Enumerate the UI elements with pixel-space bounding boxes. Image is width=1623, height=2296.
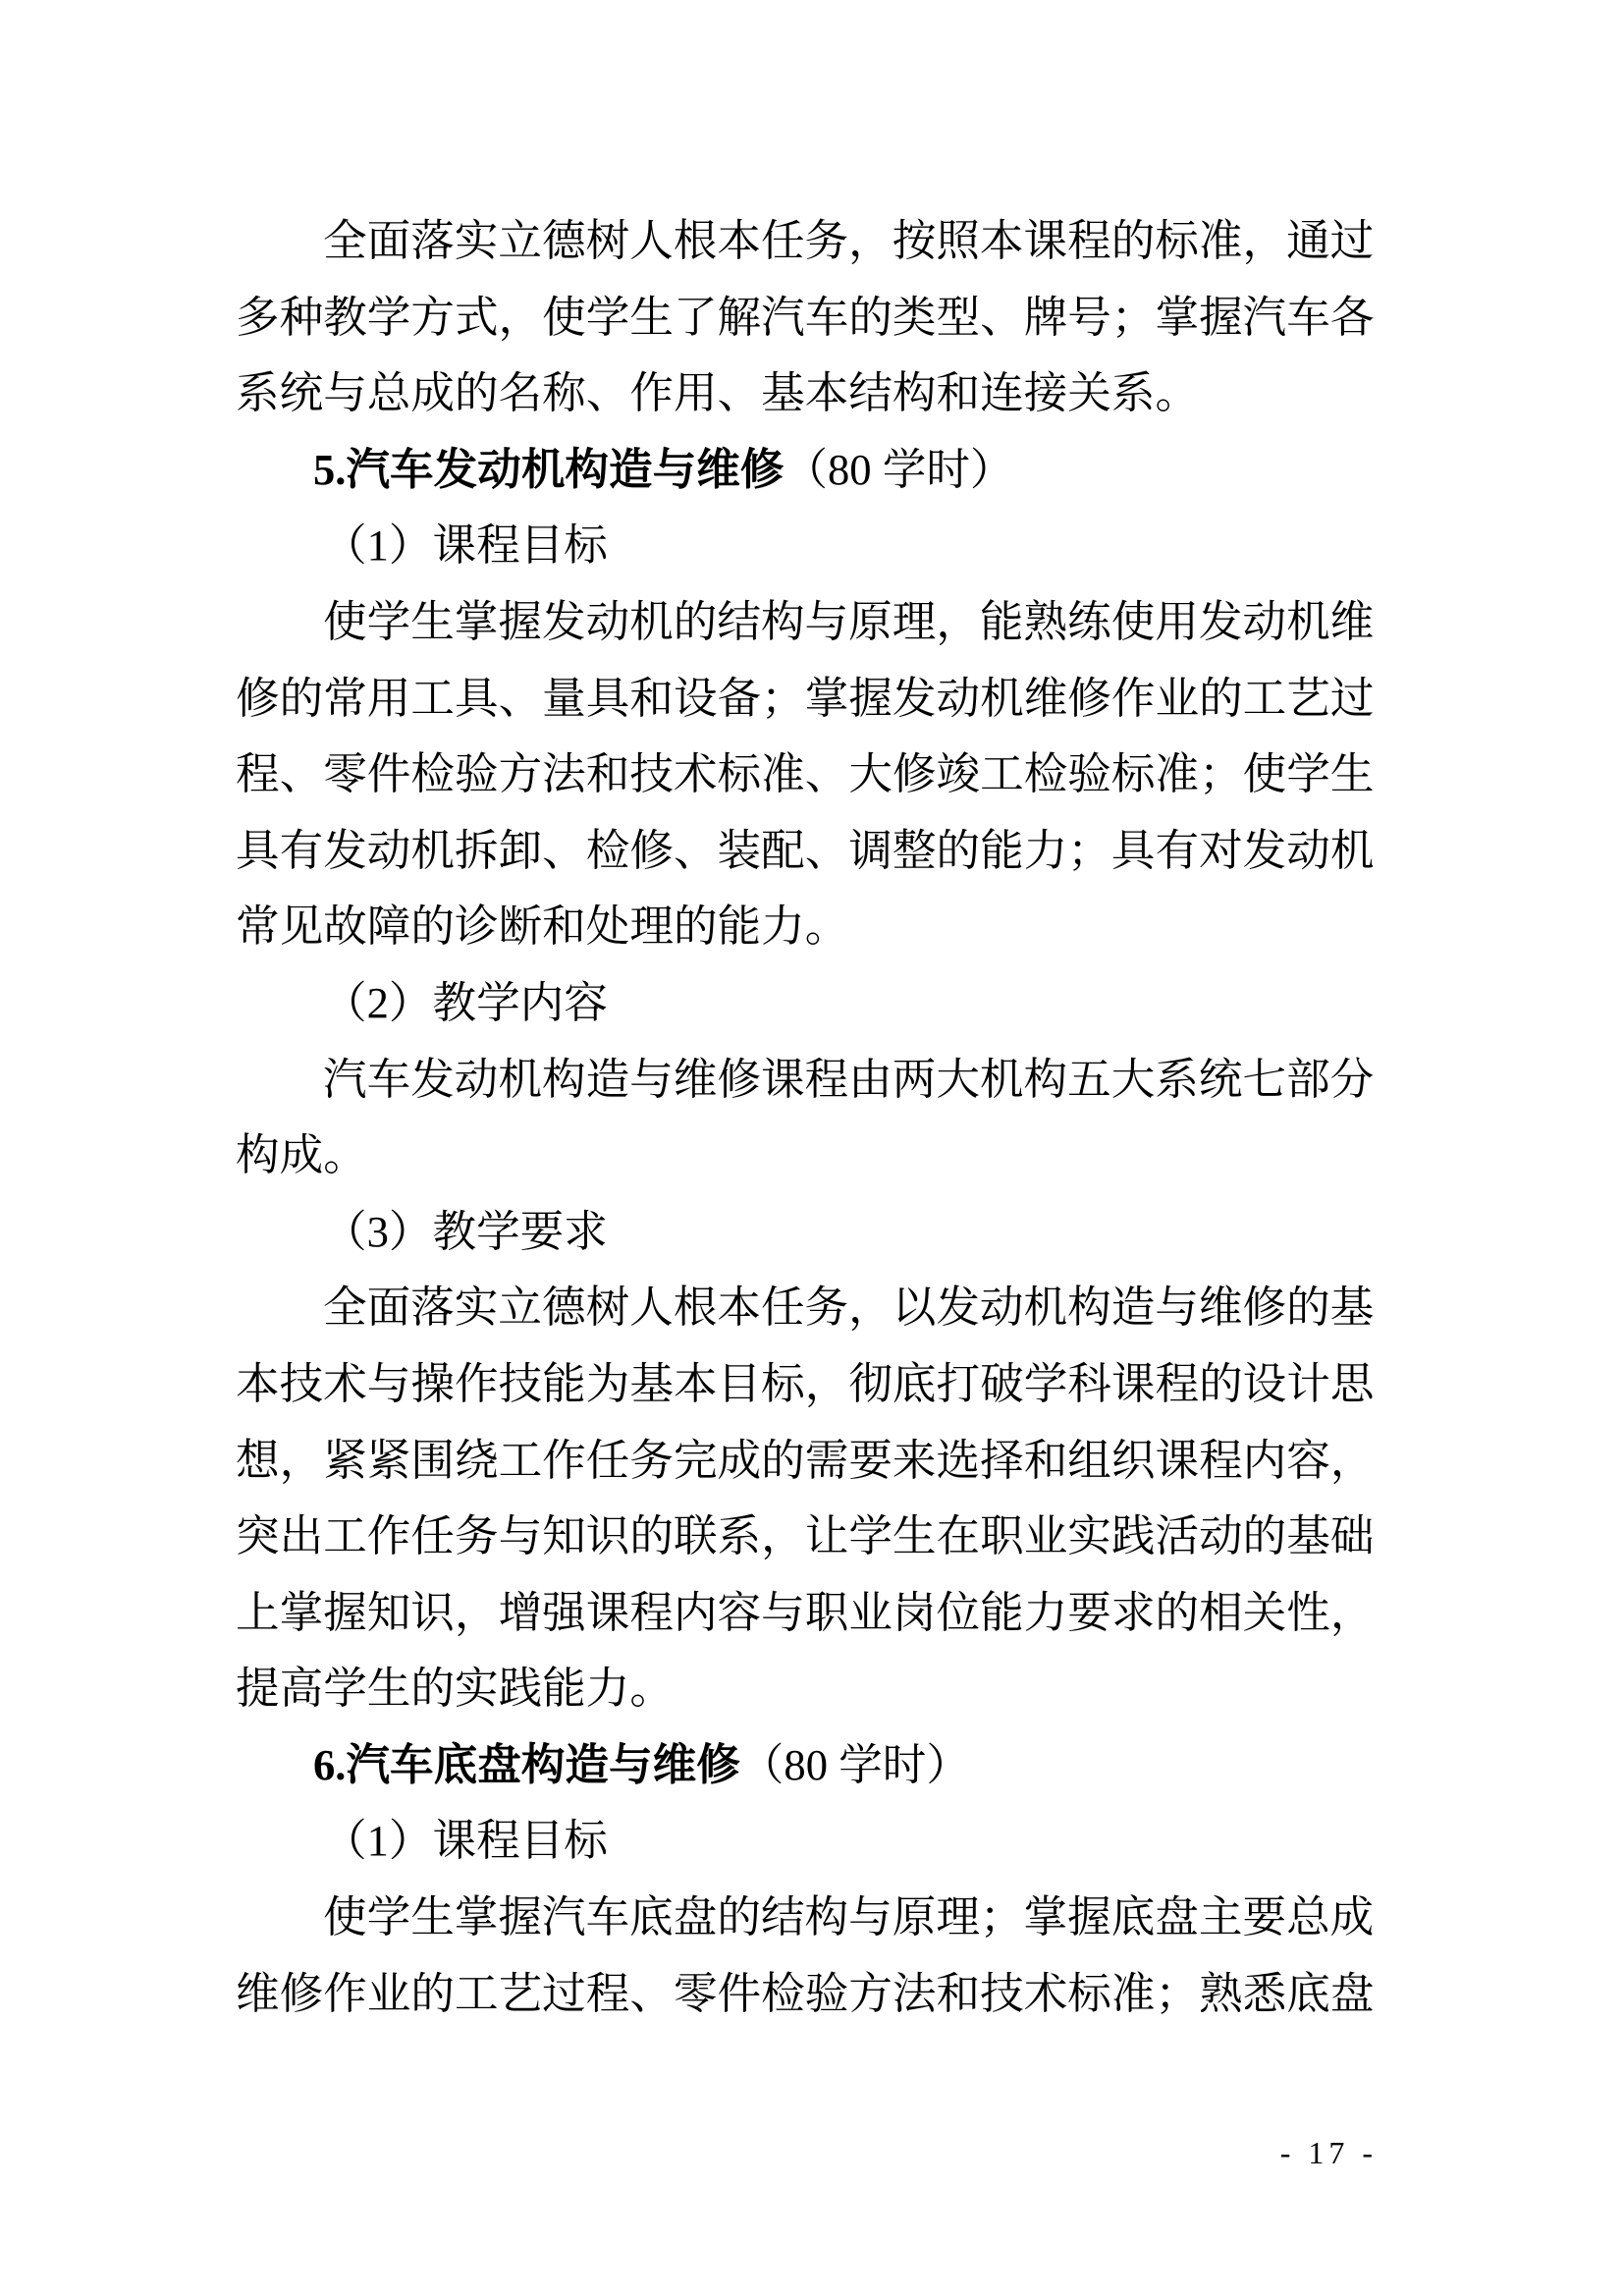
heading-bold-text: 6.汽车底盘构造与维修 (313, 1739, 740, 1789)
text-line (236, 355, 1376, 432)
line-text: （3）教学要求 (323, 1206, 608, 1256)
line-text: 程、零件检验方法和技术标准、大修竣工检验标准；使学生 (236, 749, 1375, 799)
text-line (236, 203, 1376, 280)
line-text: 提高学生的实践能力。 (236, 1664, 674, 1714)
line-text: 修的常用工具、量具和设备；掌握发动机维修作业的工艺过 (236, 673, 1375, 723)
text-line (236, 1042, 1376, 1119)
text-line (236, 280, 1376, 356)
line-text: （1）课程目标 (323, 520, 608, 571)
line-text: 具有发动机拆卸、检修、装配、调整的能力；具有对发动机 (236, 825, 1375, 875)
heading-bold-text: 5.汽车发动机构造与维修 (313, 444, 784, 494)
line-text: 使学生掌握汽车底盘的结构与原理；掌握底盘主要总成 (323, 1892, 1375, 1942)
line-text: 突出工作任务与知识的联系，让学生在职业实践活动的基础 (236, 1511, 1375, 1561)
text-line (236, 584, 1376, 661)
line-text: 全面落实立德树人根本任务，以发动机构造与维修的基 (323, 1283, 1375, 1333)
text-line (236, 1803, 1376, 1880)
text-line (236, 1346, 1376, 1423)
text-line (236, 1575, 1376, 1652)
line-text: 使学生掌握发动机的结构与原理，能熟练使用发动机维 (323, 596, 1375, 646)
text-line (236, 508, 1376, 584)
text-line (236, 1956, 1376, 2033)
line-text: 上掌握知识，增强课程内容与职业岗位能力要求的相关性， (236, 1587, 1375, 1637)
heading-regular-text: （80 学时） (784, 444, 1014, 494)
document-body-text (236, 203, 1376, 2032)
text-line (236, 737, 1376, 813)
text-line (236, 889, 1376, 965)
line-text: 构成。 (236, 1130, 367, 1180)
text-line (236, 432, 1376, 509)
heading-regular-text: （80 学时） (739, 1739, 970, 1789)
line-text: （1）课程目标 (323, 1816, 608, 1866)
line-text: 多种教学方式，使学生了解汽车的类型、牌号；掌握汽车各 (236, 292, 1375, 342)
text-line (236, 1118, 1376, 1194)
line-text: 想，紧紧围绕工作任务完成的需要来选择和组织课程内容， (236, 1435, 1375, 1485)
text-line (236, 1194, 1376, 1271)
line-text: （2）教学内容 (323, 977, 608, 1027)
text-line (236, 965, 1376, 1042)
text-line (236, 1423, 1376, 1500)
line-text: 维修作业的工艺过程、零件检验方法和技术标准；熟悉底盘 (236, 1968, 1375, 2018)
text-line (236, 1880, 1376, 1956)
line-text: 系统与总成的名称、作用、基本结构和连接关系。 (236, 368, 1200, 418)
text-line (236, 1499, 1376, 1575)
line-text: 常见故障的诊断和处理的能力。 (236, 902, 849, 952)
line-text: 全面落实立德树人根本任务，按照本课程的标准，通过 (323, 216, 1375, 265)
text-line (236, 1727, 1376, 1804)
text-line (236, 1651, 1376, 1727)
line-text: 汽车发动机构造与维修课程由两大机构五大系统七部分 (323, 1054, 1375, 1104)
text-line (236, 1270, 1376, 1346)
page-number: - 17 - (1279, 2135, 1378, 2170)
line-text: 本技术与操作技能为基本目标，彻底打破学科课程的设计思 (236, 1358, 1375, 1408)
text-line (236, 661, 1376, 738)
text-line (236, 813, 1376, 890)
